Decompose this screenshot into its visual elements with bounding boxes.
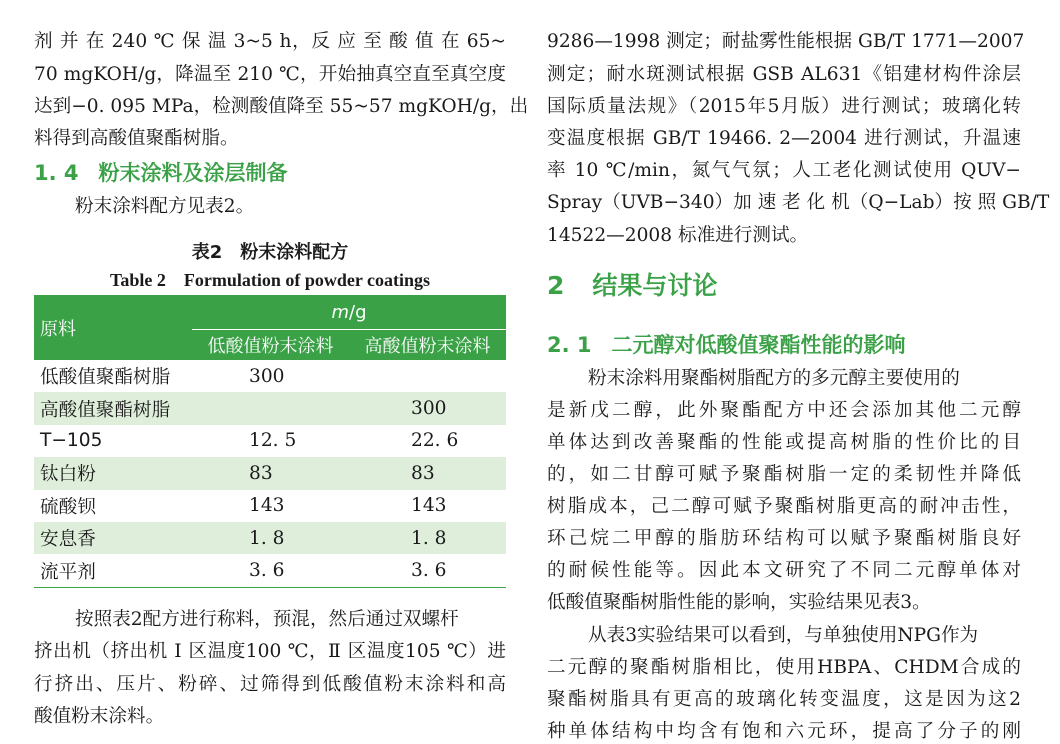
- row-low-value: [192, 392, 349, 424]
- section-heading-2: [547, 270, 717, 302]
- row-name: 高酸值聚酯树脂: [34, 392, 192, 424]
- body-text-line: 测定；耐水斑测试根据 GSB AL631《铝建材构件涂层: [547, 64, 1021, 85]
- body-text-line: 环己烷二甲醇的脂肪环结构可以赋予聚酯树脂良好: [547, 528, 1021, 549]
- row-high-value: [349, 360, 506, 392]
- row-name: 流平剂: [34, 554, 192, 587]
- formulation-table: [34, 295, 506, 588]
- body-text-line: 行挤出、压片、粉碎、过筛得到低酸值粉末涂料和高: [34, 674, 506, 695]
- body-text-line: 二元醇的聚酯树脂相比，使用HBPA、CHDM合成的: [547, 657, 1021, 678]
- table-intro-text: 粉末涂料配方见表2。: [75, 196, 255, 217]
- body-text-line: 剂 并 在 240 ℃ 保 温 3~5 h，反 应 至 酸 值 在 65~: [34, 31, 506, 52]
- header-raw-material: 原料: [34, 295, 192, 360]
- row-name: 硫酸钡: [40, 496, 96, 518]
- table-row: [34, 522, 506, 554]
- header-low-acid-coating: 低酸值粉末涂料: [192, 330, 349, 361]
- row-low-value: 300: [249, 365, 285, 387]
- row-high-value: 83: [349, 457, 506, 489]
- body-text-line: 率 10 ℃/min，氮气气氛；人工老化测试使用 QUV−: [547, 160, 1021, 181]
- body-text-line: 从表3实验结果可以看到，与单独使用NPG作为: [588, 625, 979, 646]
- table-row: [34, 392, 506, 424]
- row-low-value: 83: [192, 457, 349, 489]
- body-text-line: 按照表2配方进行称料，预混，然后通过双螺杆: [75, 609, 459, 630]
- body-text-line: 酸值粉末涂料。: [34, 706, 165, 727]
- body-text-line: 低酸值聚酯树脂性能的影响，实验结果见表3。: [547, 592, 931, 613]
- section-number: 2: [547, 271, 565, 300]
- section-title: 结果与讨论: [592, 271, 718, 300]
- table-row: [34, 425, 506, 457]
- body-text-line: 9286—1998 测定；耐盐雾性能根据 GB/T 1771—2007: [547, 31, 1025, 52]
- row-high-value: 1. 8: [349, 522, 506, 554]
- row-high-value: 143: [411, 495, 447, 517]
- body-text-line: 国际质量法规》（2015年5月版）进行测试；玻璃化转: [547, 96, 1021, 117]
- header-high-acid-coating: 高酸值粉末涂料: [349, 330, 506, 361]
- row-name: 安息香: [34, 522, 192, 554]
- section-heading-2-1: [547, 331, 906, 359]
- body-text-line: 聚酯树脂具有更高的玻璃化转变温度，这是因为这2: [547, 689, 1021, 710]
- table-caption-en: Table 2 Formulation of powder coatings: [109, 270, 431, 290]
- body-text-line: 14522—2008 标准进行测试。: [547, 225, 809, 246]
- body-text-line: Spray（UVB−340）加 速 老 化 机（Q−Lab）按 照 GB/T: [547, 192, 1050, 213]
- table-row: [34, 490, 506, 522]
- body-text-line: 种单体结构中均含有饱和六元环，提高了分子的刚: [547, 721, 1021, 742]
- section-number: 2. 1: [547, 333, 592, 357]
- body-text-line: 挤出机（挤出机 Ⅰ 区温度100 ℃，Ⅱ 区温度105 ℃）进: [34, 641, 506, 662]
- section-title: 二元醇对低酸值聚酯性能的影响: [611, 333, 906, 357]
- body-text-line: 70 mgKOH/g，降温至 210 ℃，开始抽真空直至真空度: [34, 64, 506, 85]
- body-text-line: 粉末涂料用聚酯树脂配方的多元醇主要使用的: [588, 368, 960, 389]
- body-text-line: 是新戊二醇，此外聚酯配方中还会添加其他二元醇: [547, 400, 1021, 421]
- row-name: T−105: [40, 430, 103, 452]
- section-title: 粉末涂料及涂层制备: [98, 161, 288, 185]
- row-name: 钛白粉: [34, 457, 192, 489]
- row-name: 低酸值聚酯树脂: [40, 367, 171, 389]
- body-text-line: 单体达到改善聚酯的性能或提高树脂的性价比的目: [547, 432, 1021, 453]
- row-high-value: 3. 6: [349, 554, 506, 587]
- row-low-value: 12. 5: [249, 430, 297, 452]
- section-number: 1. 4: [34, 161, 79, 185]
- body-text-line: 的，如二甘醇可赋予聚酯树脂一定的柔韧性并降低: [547, 464, 1021, 485]
- body-text-line: 树脂成本，己二醇可赋予聚酯树脂更高的耐冲击性，: [547, 496, 1021, 517]
- body-text-line: 变温度根据 GB/T 19466. 2—2004 进行测试，升温速: [547, 128, 1021, 149]
- body-text-line: 料得到高酸值聚酯树脂。: [34, 128, 239, 149]
- body-text-line: 达到−0. 095 MPa，检测酸值降至 55~57 mgKOH/g，出: [34, 96, 529, 117]
- table-row: [34, 360, 506, 392]
- table-row: [34, 457, 506, 489]
- table-row: [34, 554, 506, 587]
- header-mass-unit: m/g: [192, 295, 506, 330]
- row-low-value: 143: [249, 495, 285, 517]
- row-low-value: 3. 6: [192, 554, 349, 587]
- section-heading-1-4: [34, 159, 288, 187]
- table-caption-cn: 表2 粉末涂料配方: [191, 242, 349, 263]
- body-text-line: 的耐候性能等。因此本文研究了不同二元醇单体对: [547, 560, 1021, 581]
- row-low-value: 1. 8: [192, 522, 349, 554]
- row-high-value: 300: [349, 392, 506, 424]
- row-high-value: 22. 6: [411, 430, 459, 452]
